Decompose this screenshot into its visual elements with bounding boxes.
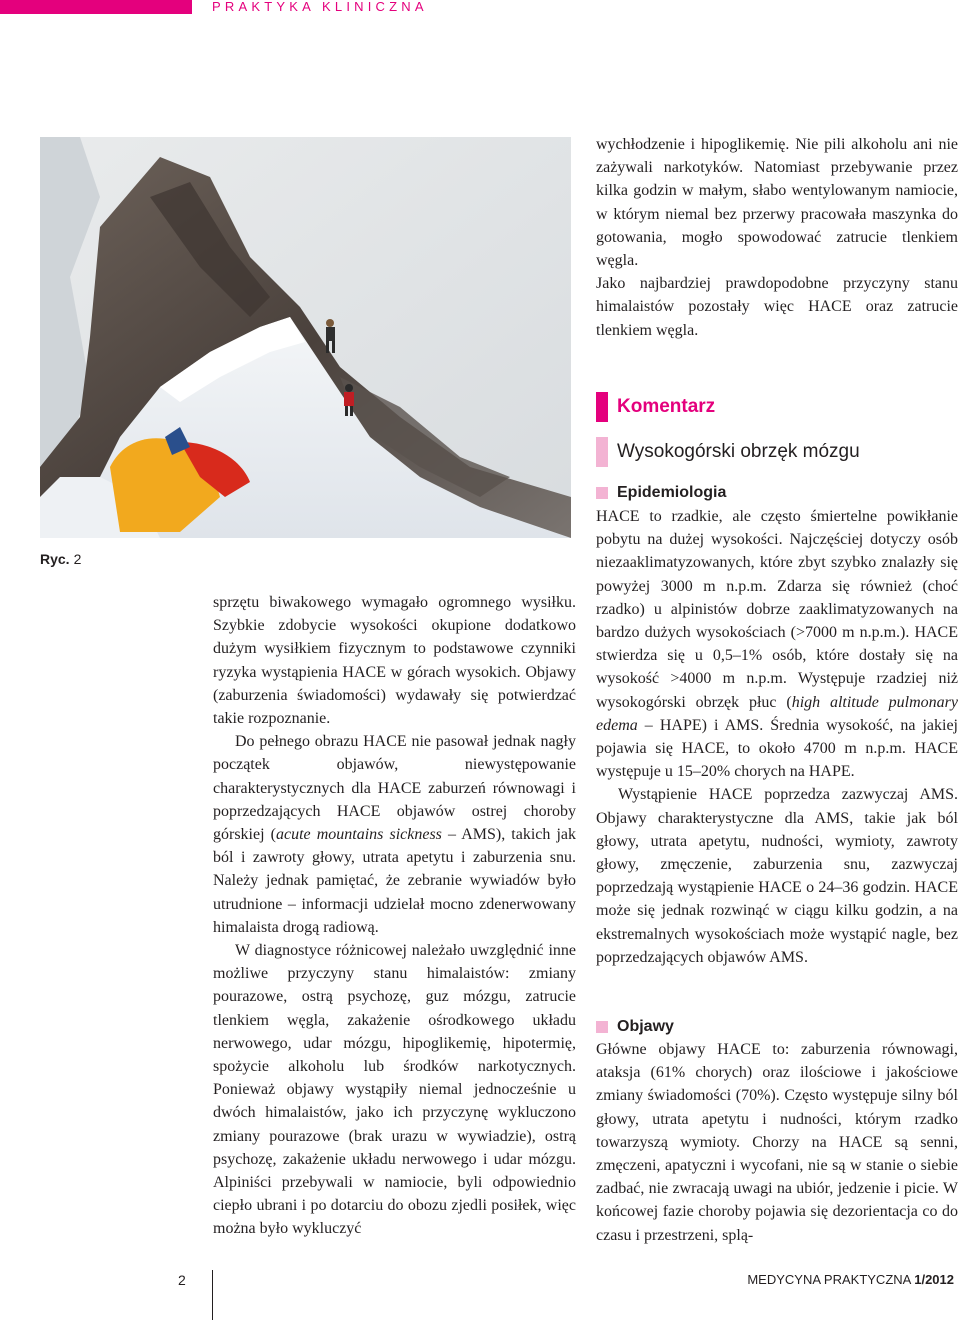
figure-photo [40, 137, 571, 538]
section-label: PRAKTYKA KLINICZNA [212, 0, 428, 14]
figure-caption-label: Ryc. [40, 551, 70, 567]
paragraph: W diagnostyce różnicowej należało uwzględnić inne możliwe przyczyny stanu himalaistów: zmiany pourazowe, ostrą psychozę, guz mózgu, zatrucie tlenkiem węgla, zakażenie ośrodkowego układu nerwowego, udar mózgu, hipoglikemię, hipotermię, spożycie alkoholu lub środków narkotycznych. Ponieważ objawy wystąpiły niemal jednocześnie u dwóch himalaistów, jako ich przyczynę wykluczono zmiany pourazowe (brak urazu w wywiadzie), ostrą psychozę, zakażenie układu nerwowego i udar mózgu. Alpiniści przebywali w namiocie, byli odpowiednio ciepło ubrani i po dotarciu do obozu zjedli posiłek, więc można było wykluczyć [213, 942, 576, 1238]
paragraph: Jako najbardziej prawdopodobne przyczyny stanu himalaistów pozostały więc HACE oraz zatrucie tlenkiem węgla. [596, 275, 958, 339]
page-number: 2 [178, 1272, 186, 1288]
paragraph: wychłodzenie i hipoglikemię. Nie pili alkoholu ani nie zażywali narkotyków. Natomiast przebywanie przez kilka godzin w małym, słabo wentylowanym namiocie, w którym niemal bez przerwy pracowała maszynka do gotowania, mogło spowodować zatrucie tlenkiem węgla. [596, 136, 958, 270]
paragraph: Główne objawy HACE to: zaburzenia równowagi, ataksja (61% chorych) oraz ilościowe i jakościowe zmiany świadomości (70%). Często występuje silny ból głowy, utrata apetytu i nudności, którym rzadko towarzyszą wymioty. Chorzy na HACE są senni, zmęczeni, apatyczni i wycofani, nie są w stanie o siebie zadbać, nie zwracają uwagi na ubiór, jedzenie i picie. W końcowej fazie choroby pojawia się dezorientacja co do czasu i przestrzeni, splą- [596, 1041, 958, 1244]
figure-caption-number: 2 [73, 551, 82, 567]
symptoms-heading: Objawy [596, 1015, 674, 1038]
paragraph: HACE to rzadkie, ale często śmiertelne powikłanie pobytu na dużej wysokości. Najczęściej dotyczy osób niezaaklimatyzowanych, które zbyt szybko znalazły się powyżej 3000 m n.p.m. Zdarza się również (choć rzadko) u alpinistów dobrze zaaklimatyzowanych na bardzo dużych wysokościach (>7000 m n.p.m.). HACE stwierdza się u 0,5–1% osób, które dostały się na wysokość >4000 m n.p.m. Występuje rzadziej niż wysokogórski obrzęk płuc (high altitude pulmonary edema – HAPE) i AMS. Średnia wysokość, na jakiej pojawia się HACE, to około 4700 m n.p.m. HACE występuje u 15–20% chorych na HAPE. [596, 508, 959, 781]
square-bullet-icon [596, 487, 608, 499]
figure-caption [40, 551, 81, 567]
journal-name: MEDYCYNA PRAKTYCZNA [747, 1272, 911, 1287]
paragraph: Wystąpienie HACE poprzedza zazwyczaj AMS. Objawy charakterystyczne dla AMS, takie jak ból głowy, utrata apetytu, nudności, wymioty, zawroty głowy, zmęczenie, zaburzenia snu, zazwyczaj poprzedzają wystąpienie HACE o 24–36 godzin. HACE może się jednak rozwinąć w ciągu kilku godzin, a na ekstremalnych wysokościach może wystąpić nagle, bez poprzedzających objawów AMS. [596, 786, 958, 966]
journal-info [747, 1272, 954, 1287]
comment-title: Komentarz [617, 396, 716, 417]
comment-subheading [596, 437, 860, 467]
middle-column [213, 591, 576, 1241]
paragraph: sprzętu biwakowego wymagało ogromnego wysiłku. Szybkie zdobycie wysokości okupione dodatkowo dużym wysiłkiem fizycznym to podstawowe czynniki ryzyka wystąpienia HACE w górach wysokich. Objawy (zaburzenia świadomości) wydawały się potwierdzać takie rozpoznanie. [213, 594, 576, 728]
footer-divider [212, 1270, 213, 1320]
paragraph: Do pełnego obrazu HACE nie pasował jednak nagły początek objawów, niewystępowanie charakterystycznych dla HACE zaburzeń równowagi i poprzedzających HACE objawów ostrej choroby górskiej (acute mountains sickness – AMS), takich jak ból i zawroty głowy, utrata apetytu i zaburzenia snu. Należy jednak pamiętać, że zebranie wywiadów było utrudnione – informacji udzielał mocno zdenerwowany himalaista drogą radiową. [213, 733, 577, 936]
journal-issue: 1/2012 [914, 1272, 954, 1287]
comment-heading-bar [596, 392, 608, 422]
epidemiology-section [596, 505, 958, 969]
comment-subheading-bar [596, 437, 608, 467]
symptoms-section [596, 1038, 958, 1247]
right-column-top [596, 133, 958, 342]
square-bullet-icon [596, 1021, 608, 1033]
comment-heading [596, 392, 715, 422]
epidemiology-heading: Epidemiologia [596, 481, 726, 504]
header-accent-bar [0, 0, 192, 14]
comment-subtitle: Wysokogórski obrzęk mózgu [617, 441, 860, 462]
mountain-ridge-photo [40, 137, 571, 538]
